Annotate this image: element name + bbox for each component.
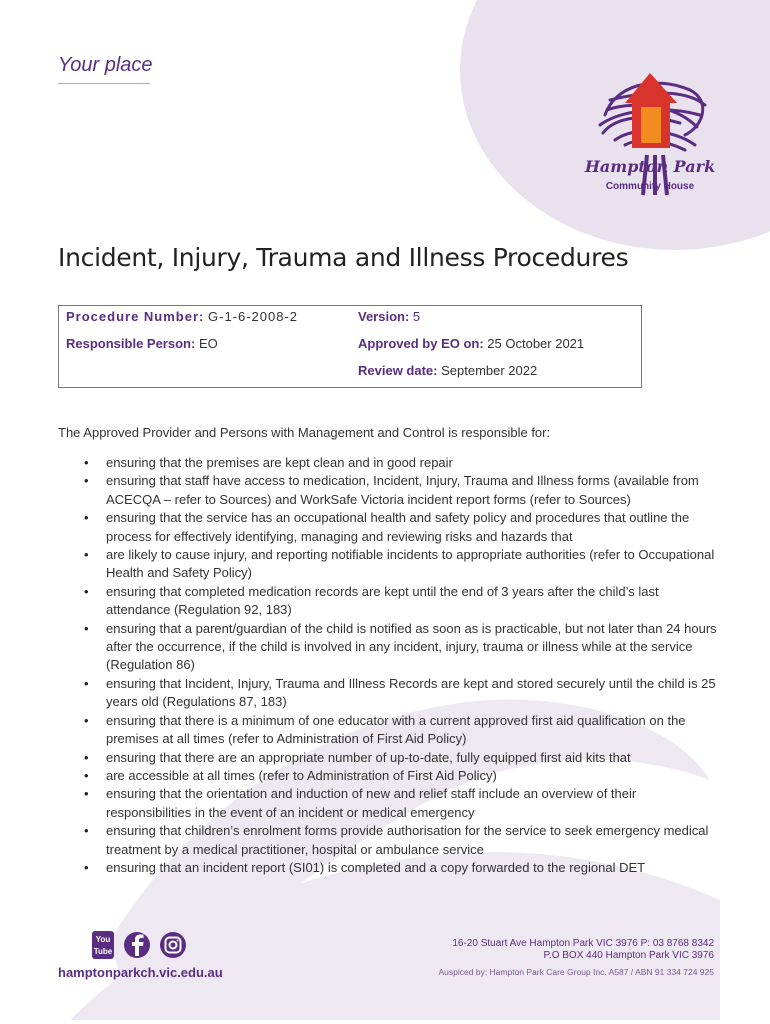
list-item: • are accessible at all times (refer to Administration of First Aid Policy): [58, 767, 718, 785]
list-item: • ensuring that the orientation and induction of new and relief staff include an overview of their responsibilities in the event of an incident or medical emergency: [58, 785, 718, 822]
youtube-icon[interactable]: [92, 931, 114, 959]
logo-subtitle: Community House: [605, 181, 695, 192]
footer-po-box: P.O BOX 440 Hampton Park VIC 3976: [543, 950, 714, 961]
procedure-number-row: [66, 309, 298, 324]
social-links: [90, 930, 200, 960]
svg-text:Tube: Tube: [93, 947, 113, 956]
procedure-number-value: G-1-6-2008-2: [208, 309, 299, 324]
hampton-park-logo: [585, 55, 725, 200]
list-item: • ensuring that staff have access to medication, Incident, Injury, Trauma and Illness forms (available from ACECQA – refer to Sources) and WorkSafe Victoria incident report forms (refer to Sources): [58, 472, 718, 509]
list-item: • are likely to cause injury, and reporting notifiable incidents to appropriate authorities (refer to Occupational Health and Safety Policy): [58, 546, 718, 583]
page-title: Incident, Injury, Trauma and Illness Procedures: [58, 243, 629, 272]
footer-auspice: Auspiced by: Hampton Park Care Group Inc. A587 / ABN 91 334 724 925: [438, 967, 714, 977]
intro-text: The Approved Provider and Persons with Management and Control is responsible for:: [58, 425, 551, 440]
list-item: • ensuring that the premises are kept clean and in good repair: [58, 454, 718, 472]
svg-text:You: You: [95, 935, 111, 944]
instagram-icon[interactable]: [160, 932, 186, 958]
list-item: • ensuring that there are an appropriate number of up-to-date, fully equipped first aid kits that: [58, 749, 718, 767]
list-item: • ensuring that a parent/guardian of the child is notified as soon as is practicable, but not later than 24 hours after the occurrence, if the child is involved in any incident, injury, trauma or illness while at the service (Regulation 86): [58, 620, 718, 675]
list-item: • ensuring that there is a minimum of one educator with a current approved first aid qualification on the premises at all times (refer to Administration of First Aid Policy): [58, 712, 718, 749]
review-label: Review date:: [358, 363, 438, 378]
approved-label: Approved by EO on:: [358, 336, 484, 351]
list-item: • ensuring that Incident, Injury, Trauma and Illness Records are kept and stored securely until the child is 25 years old (Regulations 87, 183): [58, 675, 718, 712]
procedure-metadata-box: [58, 305, 642, 388]
approved-value: 25 October 2021: [487, 336, 585, 351]
tagline-underline: [58, 83, 150, 84]
approved-row: [358, 336, 584, 351]
list-item: • ensuring that the service has an occupational health and safety policy and procedures that outline the process for effectively identifying, managing and reviewing risks and hazards that: [58, 509, 718, 546]
review-row: [358, 363, 537, 378]
version-value: 5: [412, 309, 421, 324]
list-item: • ensuring that an incident report (SI01) is completed and a copy forwarded to the regional DET: [58, 859, 718, 877]
responsible-person-row: [66, 336, 218, 351]
list-item: • ensuring that completed medication records are kept until the end of 3 years after the child’s last attendance (Regulation 92, 183): [58, 583, 718, 620]
responsible-person-value: EO: [198, 336, 218, 351]
logo-name: Hampton Park: [584, 157, 716, 176]
list-item: • ensuring that children’s enrolment forms provide authorisation for the service to seek emergency medical treatment by a medical practitioner, hospital or ambulance service: [58, 822, 718, 859]
version-row: [358, 309, 420, 324]
responsible-person-label: Responsible Person:: [66, 336, 196, 351]
version-label: Version:: [358, 309, 410, 324]
responsibility-list: [58, 454, 718, 877]
procedure-number-label: Procedure Number:: [66, 309, 205, 324]
review-value: September 2022: [441, 363, 538, 378]
tagline: Your place: [58, 54, 153, 76]
footer-address: 16-20 Stuart Ave Hampton Park VIC 3976 P: 03 8768 8342: [452, 938, 714, 949]
facebook-icon[interactable]: [124, 932, 150, 958]
website-link[interactable]: hamptonparkch.vic.edu.au: [58, 965, 223, 980]
